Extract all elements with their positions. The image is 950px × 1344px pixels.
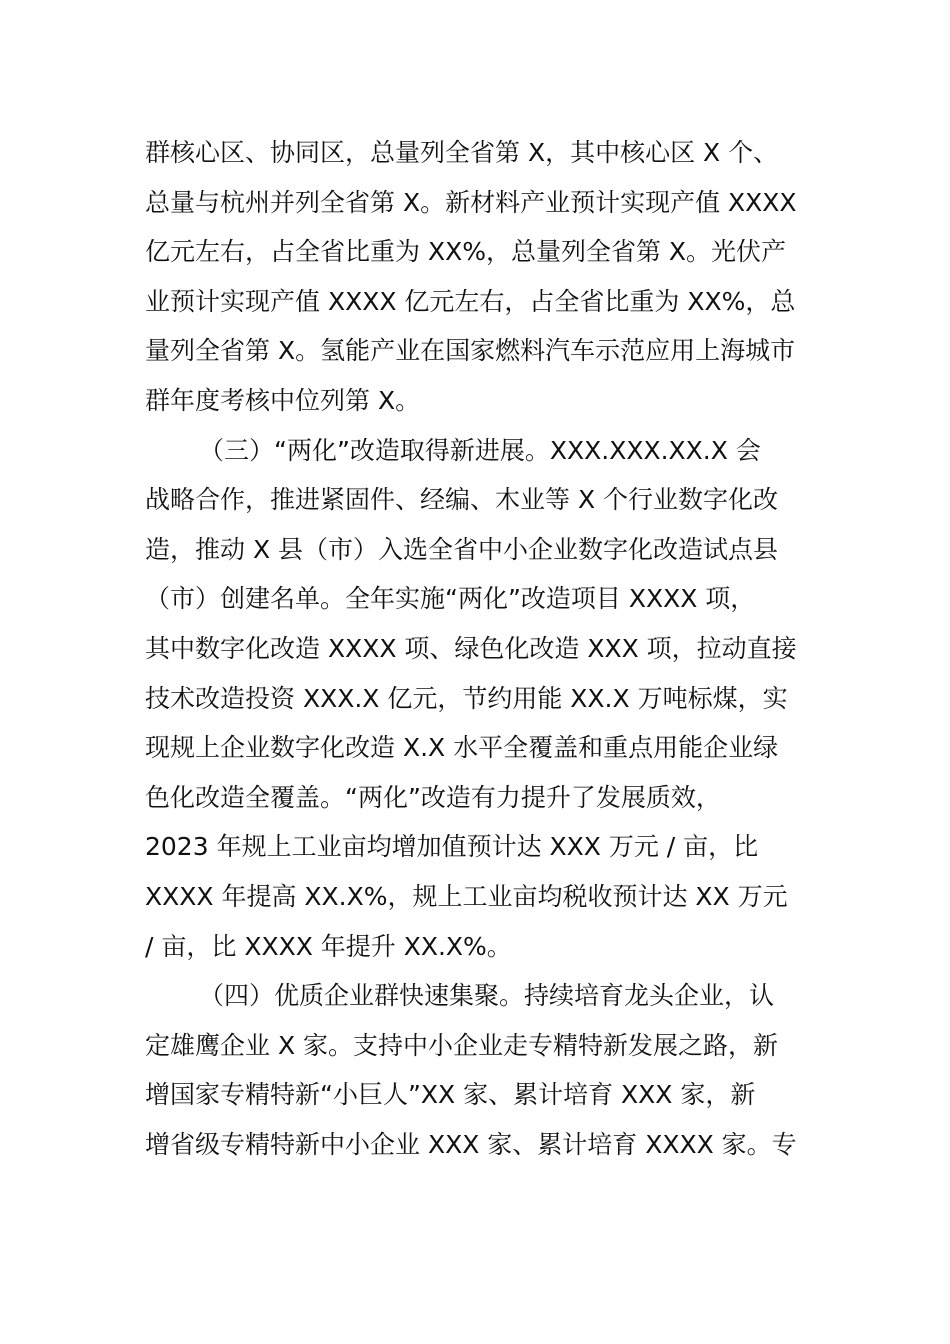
text-line: 总量与杭州并列全省第 X。新材料产业预计实现产值 XXXX bbox=[145, 187, 797, 217]
section-heading-line: （三）“两化”改造取得新进展。XXX.XXX.XX.X 会 bbox=[199, 435, 761, 465]
body-text bbox=[145, 128, 810, 1169]
text-line: 业预计实现产值 XXXX 亿元左右，占全省比重为 XX%，总 bbox=[145, 286, 796, 316]
text-line: 定雄鹰企业 X 家。支持中小企业走专精特新发展之路，新 bbox=[145, 1030, 779, 1060]
section-heading-line: （四）优质企业群快速集聚。持续培育龙头企业，认 bbox=[199, 981, 775, 1011]
text-line: 量列全省第 X。氢能产业在国家燃料汽车示范应用上海城市 bbox=[145, 336, 796, 366]
text-line: 造，推动 X 县（市）入选全省中小企业数字化改造试点县 bbox=[145, 534, 779, 564]
text-line: 亿元左右，占全省比重为 XX%，总量列全省第 X。光伏产 bbox=[145, 237, 787, 267]
text-line: （市）创建名单。全年实施“两化”改造项目 XXXX 项， bbox=[145, 584, 756, 614]
text-line: 增国家专精特新“小巨人”XX 家、累计培育 XXX 家，新 bbox=[145, 1080, 756, 1110]
text-line: 2023 年规上工业亩均增加值预计达 XXX 万元 / 亩，比 bbox=[145, 832, 759, 862]
text-line: 群年度考核中位列第 X。 bbox=[145, 385, 421, 415]
text-line: 群核心区、协同区，总量列全省第 X，其中核心区 X 个、 bbox=[145, 138, 779, 167]
text-line: 其中数字化改造 XXXX 项、绿色化改造 XXX 项，拉动直接 bbox=[145, 633, 797, 663]
text-line: XXXX 年提高 XX.X%，规上工业亩均税收预计达 XX 万元 bbox=[145, 881, 788, 911]
text-line: / 亩，比 XXXX 年提升 XX.X%。 bbox=[145, 931, 512, 961]
text-line: 技术改造投资 XXX.X 亿元，节约用能 XX.X 万吨标煤，实 bbox=[145, 683, 788, 713]
text-line: 现规上企业数字化改造 X.X 水平全覆盖和重点用能企业绿 bbox=[145, 733, 779, 763]
text-line: 色化改造全覆盖。“两化”改造有力提升了发展质效， bbox=[145, 782, 721, 812]
text-line: 增省级专精特新中小企业 XXX 家、累计培育 XXXX 家。专 bbox=[145, 1129, 797, 1159]
text-line: 战略合作，推进紧固件、经编、木业等 X 个行业数字化改 bbox=[145, 485, 779, 515]
